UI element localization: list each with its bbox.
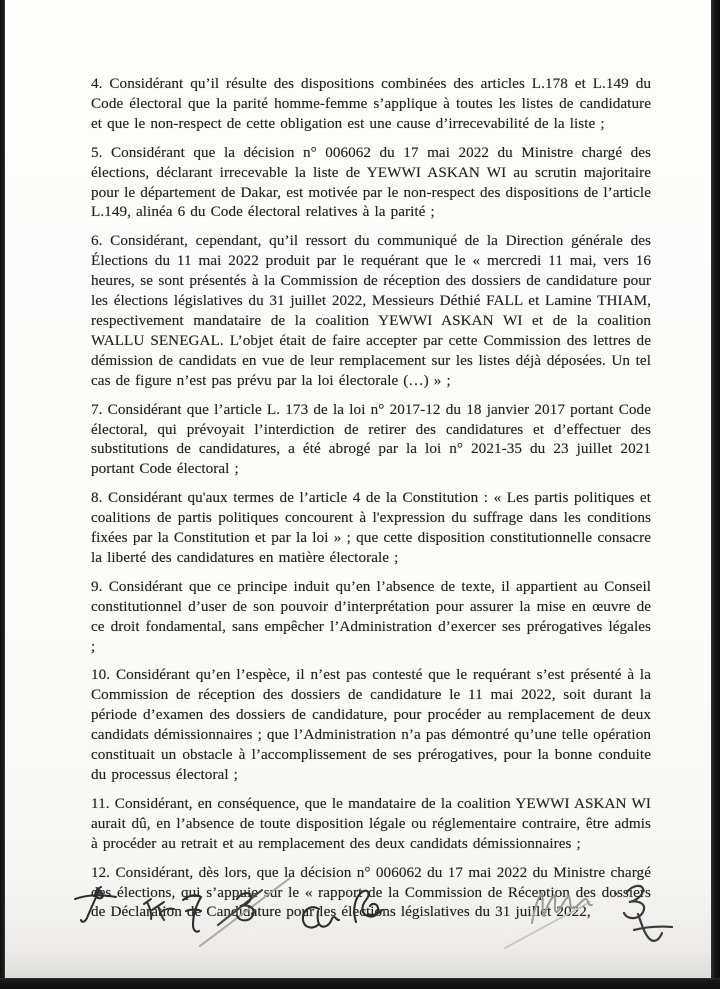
photo-edge-left xyxy=(0,0,5,989)
paragraph-10: 10. Considérant qu’en l’espèce, il n’est pas contesté que le requérant s’est présenté à la Commission de réception des dossiers de candidature le 11 mai 2022, soit durant la période d’examen des dossiers de candidature, pour procéder au remplacement de deux candidats démissionnaires ; que l’Administration n’a pas démontré qu’une telle opération constituait un obstacle à l’accomplissement de ses prérogatives, pour la bonne conduite du processus électoral ; xyxy=(91,666,651,783)
signature-mark-5 xyxy=(303,907,339,927)
signature-mark-2 xyxy=(144,899,174,920)
signature-mark-1 xyxy=(75,887,116,922)
photo-edge-right xyxy=(711,0,720,989)
paragraph-4: 4. Considérant qu’il résulte des dispositions combinées des articles L.178 et L.149 du Code électoral que la parité homme-femme s’applique à toutes les listes de candidature et que le non-respect de cette obligation est une cause d’irrecevabilité de la liste ; xyxy=(91,75,651,132)
document-page xyxy=(91,74,651,931)
paragraph-9: 9. Considérant que ce principe induit qu’en l’absence de texte, il appartient au Conseil constitutionnel d’user de son pouvoir d’interprétation pour assurer la mise en œuvre de ce droit fondamental, sans empêcher l’Administration d’exercer ses prérogatives légales ; xyxy=(91,577,651,655)
paragraph-6: 6. Considérant, cependant, qu’il ressort du communiqué de la Direction générale des Élections du 11 mai 2022 produit par le requérant que le « mercredi 11 mai, vers 16 heures, se sont présentés à la Commission de réception des dossiers de candidature pour les élections législatives du 31 juillet 2022, Messieurs Déthié FALL et Lamine THIAM, respectivement mandataire de la coalition YEWWI ASKAN WI et de la coalition WALLU SENEGAL. L’objet était de faire accepter par cette Commission des lettres de démission de candidats en vue de leur remplacement sur les listes déjà déposées. Un tel cas de figure n’est pas prévu par la loi électorale (…) » ; xyxy=(91,232,651,389)
photo-edge-bottom xyxy=(0,978,720,989)
paragraph-5: 5. Considérant que la décision n° 006062 du 17 mai 2022 du Ministre chargé des élections, déclarant irrecevable la liste de YEWWI ASKAN WI au scrutin majoritaire pour le département de Dakar, est motivée par le non-respect des dispositions de l’article L.149, alinéa 6 du Code électoral relatives à la parité ; xyxy=(91,143,651,221)
signature-mark-6 xyxy=(354,891,382,922)
signature-mark-3 xyxy=(183,895,201,931)
paragraph-7: 7. Considérant que l’article L. 173 de la loi n° 2017-12 du 18 janvier 2017 portant Code électoral, qui prévoyait l’interdiction de retirer des candidatures et d’effectuer des substitutions de candidatures, a été abrogé par la loi n° 2021-35 du 23 juillet 2021 portant Code électoral ; xyxy=(91,400,651,478)
signature-mark-4 xyxy=(200,878,290,946)
signature-mark-8 xyxy=(615,886,672,941)
signature-mark-7 xyxy=(505,893,592,948)
paragraph-8: 8. Considérant qu'aux termes de l’article 4 de la Constitution : « Les partis politiques et coalitions de partis politiques concourent à l'expression du suffrage dans les conditions fixées par la Constitution et par la loi » ; que cette disposition constitutionnelle consacre la liberté des candidatures en matière électorale ; xyxy=(91,489,651,566)
paragraph-11: 11. Considérant, en conséquence, que le mandataire de la coalition YEWWI ASKAN WI aurait dû, en l’absence de toute disposition légale ou réglementaire contraire, être admis à procéder au retrait et au remplacement des deux candidats démissionnaires ; xyxy=(91,794,651,852)
paragraph-12: 12. Considérant, dès lors, que la décision n° 006062 du 17 mai 2022 du Ministre chargé des élections, qui s’appuie sur le « rapport de la Commission de Réception des dossiers de Déclaration de Candidature pour les élections législatives du 31 juillet 2022, xyxy=(91,863,651,921)
